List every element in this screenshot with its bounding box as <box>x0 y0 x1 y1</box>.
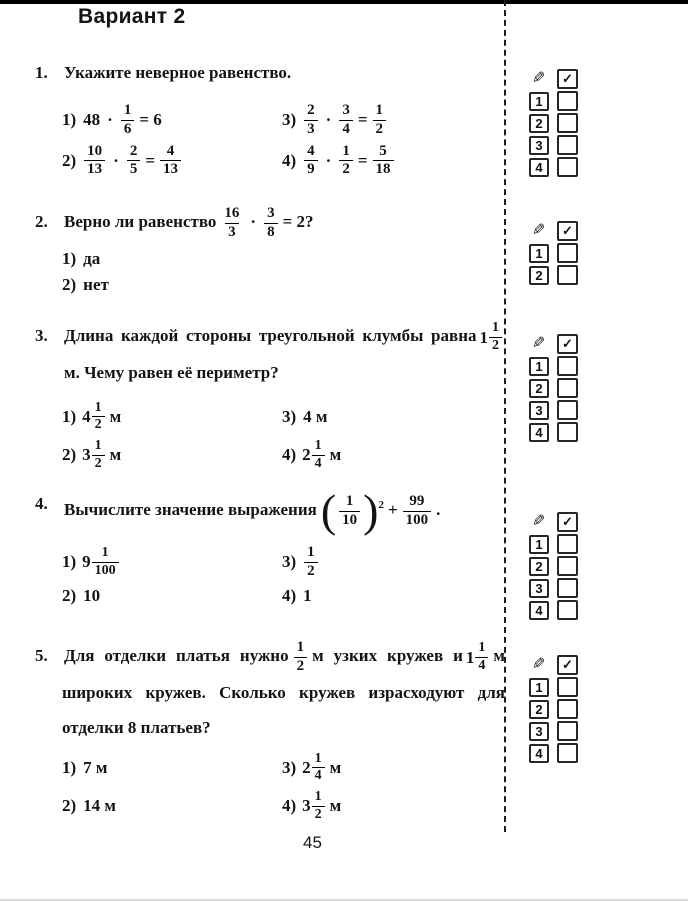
fraction <box>339 494 360 529</box>
pencil-cell <box>529 513 549 531</box>
fraction <box>127 144 141 179</box>
pencil-cell <box>529 656 549 674</box>
answer-number-box: 4 <box>529 158 549 177</box>
option-label: 1) <box>62 552 77 572</box>
answer-checkbox[interactable] <box>557 422 578 442</box>
option-3 <box>282 103 389 138</box>
fraction-numerator: 10 <box>87 142 103 159</box>
fraction-numerator: 1 <box>314 788 322 804</box>
multiply-dot: · <box>325 110 332 130</box>
option-2 <box>62 796 282 816</box>
fraction-denominator: 2 <box>294 657 308 675</box>
mixed-whole: 3 <box>302 796 311 816</box>
question-5 <box>35 638 510 825</box>
answer-checkbox[interactable] <box>557 91 578 111</box>
fraction-denominator: 2 <box>339 160 353 178</box>
math-text: = 6 <box>139 110 162 130</box>
answer-number-box: 4 <box>529 423 549 442</box>
answer-number-box: 1 <box>529 92 549 111</box>
top-border <box>0 0 688 4</box>
answer-grid-row <box>529 557 578 575</box>
fraction-numerator: 1 <box>94 399 102 415</box>
answer-grid-row <box>529 722 578 740</box>
question-number: 2. <box>35 212 48 231</box>
squared-fraction-expression <box>321 486 384 536</box>
check-icon: ✓ <box>562 657 573 672</box>
fraction <box>121 103 135 138</box>
question-head <box>35 55 505 90</box>
pencil-cell <box>529 335 549 353</box>
question-text <box>62 638 510 745</box>
answer-number-box: 3 <box>529 722 549 741</box>
left-paren: ( <box>320 485 337 536</box>
options <box>62 398 505 475</box>
mixed-number <box>82 439 107 471</box>
fraction-numerator: 1 <box>492 319 499 335</box>
math-text: 48 <box>83 110 101 130</box>
option-4 <box>282 790 343 822</box>
fraction <box>92 439 105 471</box>
math-text: = 2? <box>282 212 314 231</box>
answer-grid-4 <box>529 513 578 623</box>
answer-key-box <box>557 221 578 241</box>
question-text <box>62 55 293 90</box>
answer-number-box: 4 <box>529 744 549 763</box>
mixed-number <box>82 401 107 433</box>
question-text <box>62 486 442 536</box>
option-row <box>62 583 505 609</box>
math-text: м <box>109 445 122 465</box>
pencil-cell <box>529 222 549 240</box>
fraction <box>304 545 318 580</box>
mixed-whole: 9 <box>82 552 91 572</box>
math-text: м <box>329 796 342 816</box>
check-icon: ✓ <box>562 514 573 529</box>
option-1 <box>62 546 282 578</box>
math-text: = <box>357 150 368 170</box>
fraction <box>304 103 318 138</box>
fraction-denominator: 18 <box>373 160 394 178</box>
fraction <box>264 206 278 241</box>
answer-grid-row <box>529 379 578 397</box>
option-label: 1) <box>62 406 77 426</box>
option-label: 4) <box>282 445 297 465</box>
options <box>62 749 505 826</box>
options <box>62 100 505 181</box>
fraction-denominator: 4 <box>312 455 325 472</box>
question-1 <box>35 55 505 181</box>
fraction-numerator: 1 <box>123 102 132 118</box>
check-icon: ✓ <box>562 336 573 351</box>
option-label: 1) <box>62 249 77 269</box>
fraction-numerator: 1 <box>375 102 384 118</box>
option-row <box>62 398 505 436</box>
math-text: да <box>83 249 101 269</box>
option-3 <box>282 752 343 784</box>
answer-grid-row <box>529 700 578 718</box>
fraction <box>373 103 387 138</box>
question-head <box>35 204 505 240</box>
answer-checkbox[interactable] <box>557 135 578 155</box>
mixed-whole: 1 <box>465 647 475 667</box>
math-text: + <box>387 499 398 519</box>
answer-number-box: 2 <box>529 379 549 398</box>
option-1 <box>62 401 282 433</box>
answer-grid-5 <box>529 656 578 766</box>
fraction-denominator: 4 <box>312 767 325 784</box>
option-label: 1) <box>62 110 77 130</box>
mixed-number <box>302 752 327 784</box>
answer-grid-row <box>529 158 578 176</box>
answer-number-box: 1 <box>529 244 549 263</box>
option-row <box>62 100 505 141</box>
fraction-numerator: 1 <box>94 437 102 453</box>
option-row <box>62 141 505 182</box>
option-2 <box>62 275 111 295</box>
page-title: Вариант 2 <box>78 5 186 28</box>
option-1 <box>62 249 102 269</box>
fraction-numerator: 3 <box>342 102 350 118</box>
option-label: 4) <box>282 150 297 170</box>
answer-number-box: 1 <box>529 678 549 697</box>
math-text: . <box>436 499 441 519</box>
mixed-whole: 2 <box>302 445 311 465</box>
fraction <box>92 401 105 433</box>
math-text: = <box>357 110 368 130</box>
option-label: 1) <box>62 757 77 777</box>
answer-grid-header <box>529 222 578 240</box>
fraction <box>92 546 119 578</box>
answer-grid-row <box>529 266 578 284</box>
mixed-number <box>466 640 491 675</box>
fraction-denominator: 2 <box>489 337 502 354</box>
math-text: м. Чему равен её периметр? <box>64 362 279 382</box>
question-head <box>35 638 510 745</box>
mixed-whole: 3 <box>82 445 91 465</box>
fraction-denominator: 100 <box>403 511 432 529</box>
fraction <box>84 144 105 179</box>
answer-grid-header <box>529 70 578 88</box>
fraction-denominator: 2 <box>92 455 105 472</box>
question-3 <box>35 318 505 474</box>
option-row <box>62 436 505 474</box>
pencil-icon: ✎ <box>532 335 546 352</box>
multiply-dot: · <box>113 150 119 170</box>
fraction-denominator: 13 <box>160 160 181 178</box>
answer-grid-header <box>529 335 578 353</box>
answer-grid-row <box>529 579 578 597</box>
option-row <box>62 749 505 787</box>
math-text: 10 <box>83 585 101 605</box>
answer-key-box <box>557 334 578 354</box>
question-2 <box>35 204 505 298</box>
option-3 <box>282 407 330 427</box>
mixed-number <box>480 320 505 355</box>
fraction-numerator: 4 <box>307 142 315 159</box>
math-text: м <box>329 757 342 777</box>
fraction <box>312 790 325 822</box>
answer-key-box <box>557 69 578 89</box>
fraction <box>475 641 488 673</box>
multiply-dot: · <box>250 212 257 231</box>
fraction-numerator: 5 <box>379 142 387 159</box>
math-text: 4 м <box>303 406 328 426</box>
option-label: 2) <box>62 796 77 816</box>
fraction-numerator: 1 <box>345 492 354 509</box>
mixed-whole: 1 <box>479 327 488 347</box>
question-text <box>62 204 316 240</box>
math-text: Для отделки платья нужно <box>64 646 289 665</box>
question-number: 3. <box>35 326 48 345</box>
fraction <box>304 144 318 179</box>
fraction-denominator: 13 <box>84 160 105 178</box>
fraction-denominator: 2 <box>304 562 318 580</box>
fraction-denominator: 3 <box>225 223 239 241</box>
check-icon: ✓ <box>562 71 573 86</box>
answer-number-box: 2 <box>529 557 549 576</box>
answer-checkbox[interactable] <box>557 699 578 719</box>
right-paren: ) <box>363 485 379 536</box>
fraction-denominator: 5 <box>127 160 141 178</box>
fraction-numerator: 2 <box>129 142 138 159</box>
answer-grid-row <box>529 401 578 419</box>
fraction-numerator: 1 <box>478 639 486 655</box>
answer-checkbox[interactable] <box>557 265 578 285</box>
options <box>62 246 505 298</box>
answer-checkbox[interactable] <box>557 721 578 741</box>
option-label: 3) <box>282 757 297 777</box>
mixed-number <box>302 439 327 471</box>
fraction <box>221 206 242 241</box>
option-label: 2) <box>62 585 77 605</box>
pencil-icon: ✎ <box>532 656 546 673</box>
answer-checkbox[interactable] <box>557 243 578 263</box>
option-label: 2) <box>62 445 77 465</box>
fraction-numerator: 99 <box>409 492 425 509</box>
question-head <box>35 486 505 536</box>
fraction <box>339 103 353 138</box>
fraction <box>294 640 308 675</box>
answer-key-box <box>557 655 578 675</box>
option-label: 3) <box>282 110 297 130</box>
pencil-icon: ✎ <box>532 70 546 87</box>
option-row <box>62 246 505 272</box>
mixed-number <box>82 546 121 578</box>
answer-number-box: 1 <box>529 357 549 376</box>
option-4 <box>282 586 314 606</box>
pencil-cell <box>529 70 549 88</box>
option-row <box>62 542 505 583</box>
fraction-numerator: 1 <box>314 750 322 766</box>
fraction-denominator: 4 <box>339 120 353 138</box>
answer-grid-row <box>529 601 578 619</box>
fraction-denominator: 6 <box>121 120 135 138</box>
math-text: 7 м <box>83 757 108 777</box>
answer-checkbox[interactable] <box>557 600 578 620</box>
page-number: 45 <box>303 833 322 852</box>
answer-checkbox[interactable] <box>557 743 578 763</box>
option-2 <box>62 439 282 471</box>
multiply-dot: · <box>325 150 332 170</box>
answer-number-box: 2 <box>529 700 549 719</box>
answer-grid-1 <box>529 70 578 180</box>
answer-checkbox[interactable] <box>557 677 578 697</box>
fraction-numerator: 3 <box>267 204 275 221</box>
mixed-whole: 4 <box>82 406 91 426</box>
answer-number-box: 3 <box>529 136 549 155</box>
answer-checkbox[interactable] <box>557 556 578 576</box>
fraction <box>373 144 394 179</box>
fraction-denominator: 2 <box>92 416 105 433</box>
option-label: 2) <box>62 275 77 295</box>
math-text: м <box>329 445 342 465</box>
question-number: 1. <box>35 63 48 82</box>
answer-number-box: 2 <box>529 114 549 133</box>
math-text: м широких кружев. Сколько кружев израсходуют для отделки 8 платьев? <box>62 646 510 737</box>
option-label: 4) <box>282 796 297 816</box>
fraction-numerator: 2 <box>307 102 315 118</box>
option-3 <box>282 545 321 580</box>
fraction <box>489 321 502 353</box>
answer-grid-row <box>529 92 578 110</box>
option-label: 3) <box>282 406 297 426</box>
answer-number-box: 3 <box>529 579 549 598</box>
options <box>62 542 505 609</box>
pencil-icon: ✎ <box>532 222 546 239</box>
fraction-denominator: 2 <box>312 806 325 823</box>
answer-grid-row <box>529 744 578 762</box>
fraction-numerator: 1 <box>296 638 305 655</box>
option-2 <box>62 586 282 606</box>
answer-grid-2 <box>529 222 578 288</box>
math-text: Верно ли равенство <box>64 212 217 231</box>
exponent: 2 <box>378 499 384 511</box>
option-label: 3) <box>282 552 297 572</box>
math-text: м <box>109 406 122 426</box>
answer-checkbox[interactable] <box>557 378 578 398</box>
fraction <box>160 144 181 179</box>
answer-checkbox[interactable] <box>557 534 578 554</box>
math-text: 1 <box>303 585 312 605</box>
answer-checkbox[interactable] <box>557 578 578 598</box>
option-row <box>62 787 505 825</box>
answer-number-box: 1 <box>529 535 549 554</box>
option-row <box>62 272 505 298</box>
math-text: нет <box>83 275 109 295</box>
mixed-whole: 2 <box>302 757 311 777</box>
question-text <box>62 318 505 390</box>
fraction-denominator: 8 <box>264 223 278 241</box>
answer-checkbox[interactable] <box>557 400 578 420</box>
fraction-denominator: 9 <box>304 160 318 178</box>
fraction-numerator: 1 <box>101 545 109 561</box>
question-number: 4. <box>35 494 48 513</box>
math-text: = <box>145 150 156 170</box>
mixed-number <box>302 790 327 822</box>
answer-grid-row <box>529 244 578 262</box>
question-number: 5. <box>35 646 48 665</box>
option-1 <box>62 103 282 138</box>
multiply-dot: · <box>107 110 113 130</box>
math-text: 14 м <box>83 796 117 816</box>
answer-grid-row <box>529 357 578 375</box>
option-4 <box>282 144 397 179</box>
question-head <box>35 318 505 390</box>
answer-number-box: 3 <box>529 401 549 420</box>
check-icon: ✓ <box>562 223 573 238</box>
option-label: 2) <box>62 150 77 170</box>
answer-grid-header <box>529 656 578 674</box>
answer-grid-3 <box>529 335 578 445</box>
fraction-numerator: 1 <box>307 544 315 560</box>
answer-grid-header <box>529 513 578 531</box>
answer-grid-row <box>529 136 578 154</box>
answer-grid-row <box>529 678 578 696</box>
option-1 <box>62 758 282 778</box>
answer-checkbox[interactable] <box>557 113 578 133</box>
option-label: 4) <box>282 585 297 605</box>
fraction <box>312 752 325 784</box>
fraction <box>312 439 325 471</box>
math-text: Длина каждой стороны треугольной клумбы равна <box>64 326 477 345</box>
option-2 <box>62 144 282 179</box>
fraction-denominator: 2 <box>373 120 387 138</box>
fraction-numerator: 4 <box>166 142 175 159</box>
answer-number-box: 2 <box>529 266 549 285</box>
fraction-denominator: 10 <box>339 511 360 529</box>
answer-number-box: 4 <box>529 601 549 620</box>
answer-grid-row <box>529 423 578 441</box>
answer-key-box <box>557 512 578 532</box>
fraction-numerator: 16 <box>224 204 240 221</box>
fraction-numerator: 1 <box>314 437 322 453</box>
math-text: м узких кружев и <box>312 646 463 665</box>
answer-grid-row <box>529 114 578 132</box>
fraction-numerator: 1 <box>342 142 350 159</box>
question-4 <box>35 486 505 609</box>
answer-checkbox[interactable] <box>557 356 578 376</box>
fraction <box>403 494 432 529</box>
option-4 <box>282 439 343 471</box>
fraction-denominator: 3 <box>304 120 318 138</box>
pencil-icon: ✎ <box>532 513 546 530</box>
fraction-denominator: 100 <box>92 562 119 579</box>
math-text: Укажите неверное равенство. <box>64 63 292 82</box>
fraction-denominator: 4 <box>475 657 488 674</box>
math-text: Вычислите значение выражения <box>64 499 317 519</box>
answer-checkbox[interactable] <box>557 157 578 177</box>
fraction <box>339 144 353 179</box>
answer-grid-row <box>529 535 578 553</box>
